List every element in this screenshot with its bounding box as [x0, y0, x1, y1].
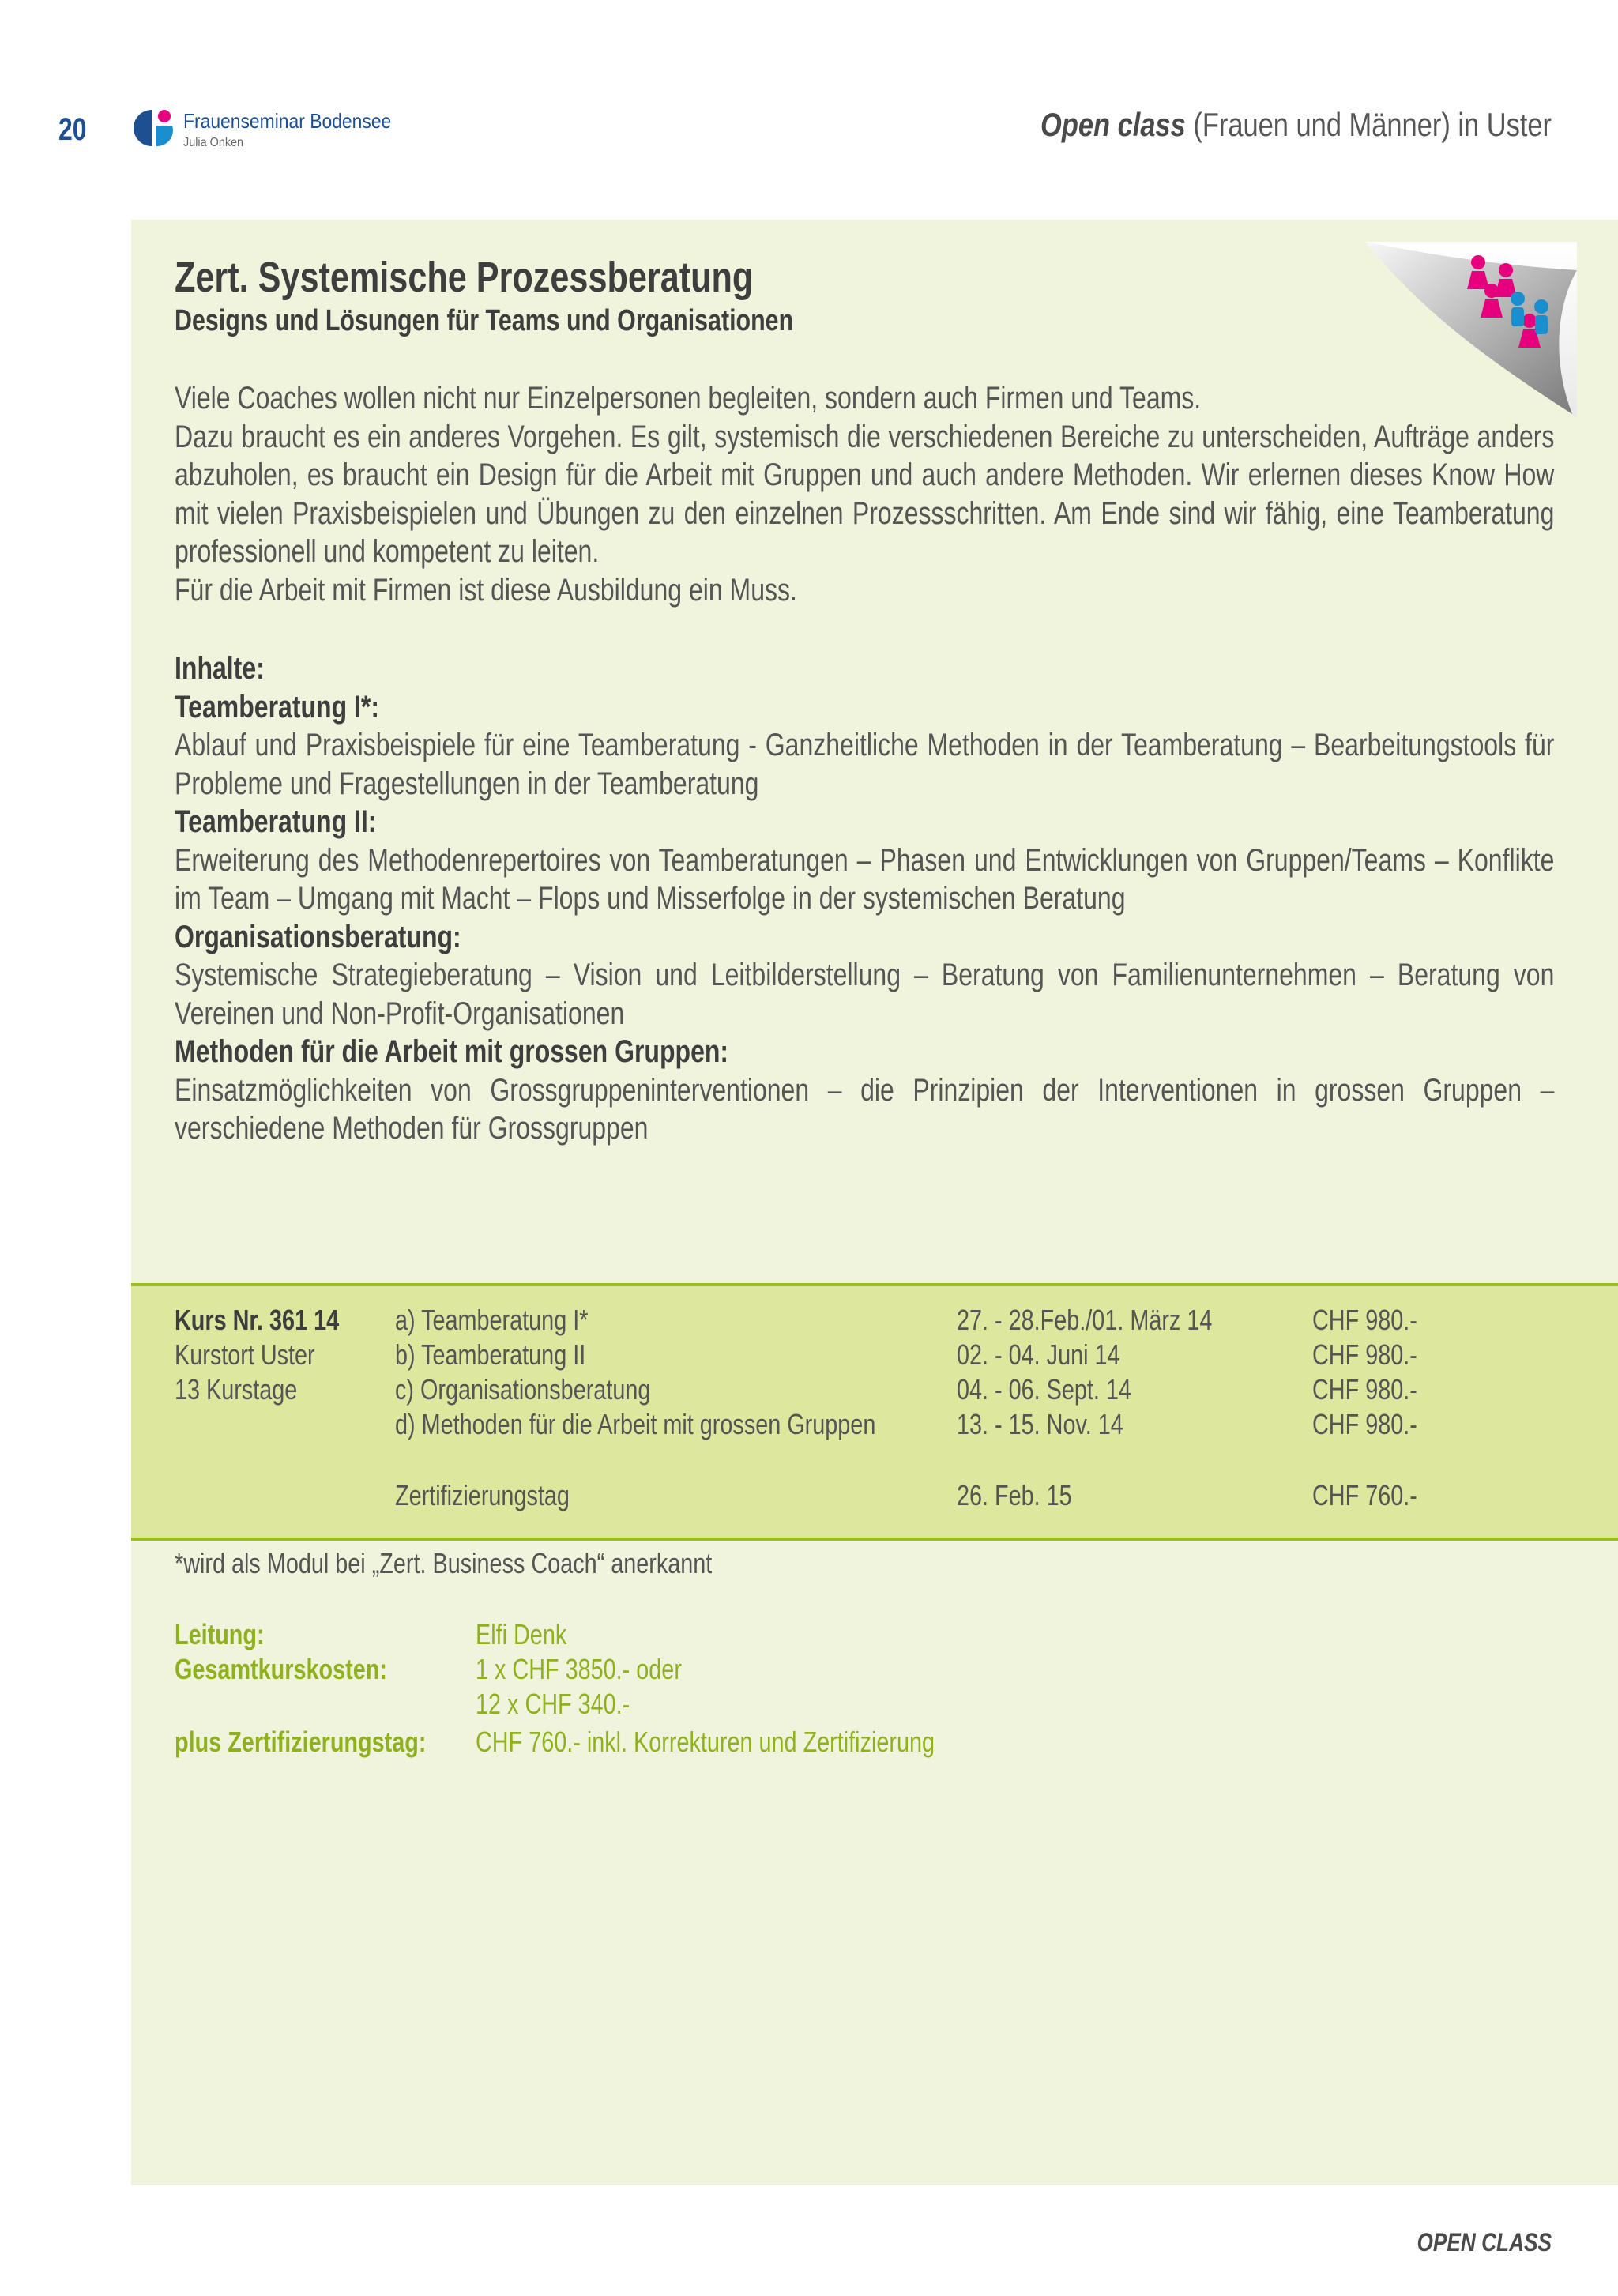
intro-paragraph-2: Dazu braucht es ein anderes Vorgehen. Es gilt, systemisch die verschiedenen Bereiche zu unterscheiden, Aufträge anders abzuholen, es braucht ein Design für die Arbeit mit Gruppen und auch andere Methoden. Wir erlernen dieses Know How mit vielen Praxisbeispielen und Übungen zu den einzelnen Prozessschritten. Am Ende sind wir fähig, eine Teamberatung professionell und kompetent zu leiten.	[175, 419, 1555, 569]
section-text: Erweiterung des Methodenrepertoires von Teamberatungen – Phasen und Entwicklungen von Gruppen/Teams – Konflikte im Team – Umgang mit Macht – Flops und Misserfolge in der systemischen Beratung	[175, 842, 1555, 916]
contents-section	[175, 649, 1554, 1148]
certification-name: Zertifizierungstag	[395, 1479, 570, 1511]
module-date: 27. - 28.Feb./01. März 14	[957, 1304, 1213, 1336]
page-number: 20	[58, 112, 87, 147]
module-date: 13. - 15. Nov. 14	[957, 1408, 1123, 1440]
section-text: Ablauf und Praxisbeispiele für eine Teamberatung - Ganzheitliche Methoden in der Teamberatung – Bearbeitungstools für Probleme und Fragestellungen in der Teamberatung	[175, 728, 1555, 801]
module-date: 04. - 06. Sept. 14	[957, 1373, 1131, 1406]
certification-date: 26. Feb. 15	[957, 1479, 1072, 1511]
cost-value-installments: 12 x CHF 340.-	[476, 1688, 630, 1720]
section-text: Einsatzmöglichkeiten von Grossgruppeninterventionen – die Prinzipien der Interventionen in grossen Gruppen – verschiedene Methoden für Grossgruppen	[175, 1072, 1555, 1146]
course-location: Kurstort Uster	[175, 1338, 315, 1371]
intro-paragraph-3: Für die Arbeit mit Firmen ist diese Ausbildung ein Muss.	[175, 572, 797, 608]
header-title-rest: (Frauen und Männer) in Uster	[1185, 106, 1552, 143]
brand-logo	[131, 107, 177, 149]
course-days: 13 Kurstage	[175, 1373, 298, 1406]
certification-label: plus Zertifizierungstag:	[175, 1726, 427, 1758]
module-price: CHF 980.-	[1312, 1304, 1417, 1336]
intro-text	[175, 379, 1554, 609]
intro-paragraph-1: Viele Coaches wollen nicht nur Einzelpersonen begleiten, sondern auch Firmen und Teams.	[175, 381, 1202, 416]
header-title	[928, 106, 1552, 144]
brand-subtitle: Julia Onken	[183, 136, 244, 149]
section-title: Teamberatung I*:	[175, 689, 379, 725]
module-date: 02. - 04. Juni 14	[957, 1338, 1120, 1371]
footnote: *wird als Modul bei „Zert. Business Coach“ anerkannt	[175, 1547, 713, 1579]
certification-price: CHF 760.-	[1312, 1479, 1417, 1511]
module-name: d) Methoden für die Arbeit mit grossen Gruppen	[395, 1408, 876, 1440]
lead-value: Elfi Denk	[476, 1618, 567, 1650]
certification-value: CHF 760.- inkl. Korrekturen und Zertifizierung	[476, 1726, 935, 1758]
cost-value-single: 1 x CHF 3850.- oder	[476, 1653, 682, 1685]
header-title-emphasis: Open class	[1040, 106, 1186, 143]
brand-name: Frauenseminar Bodensee	[183, 109, 392, 133]
section-title: Teamberatung II:	[175, 804, 377, 839]
course-number: Kurs Nr. 361 14	[175, 1304, 340, 1336]
section-title: Organisationsberatung:	[175, 919, 461, 954]
module-price: CHF 980.-	[1312, 1408, 1417, 1440]
module-price: CHF 980.-	[1312, 1373, 1417, 1406]
module-name: c) Organisationsberatung	[395, 1373, 651, 1406]
lead-label: Leitung:	[175, 1618, 265, 1650]
course-subtitle: Designs und Lösungen für Teams und Organisationen	[175, 304, 794, 337]
contents-heading: Inhalte:	[175, 651, 265, 686]
footer-label: OPEN CLASS	[1417, 2228, 1552, 2256]
module-price: CHF 980.-	[1312, 1338, 1417, 1371]
section-title: Methoden für die Arbeit mit grossen Gruppen:	[175, 1034, 729, 1069]
module-name: a) Teamberatung I*	[395, 1304, 589, 1336]
cost-label: Gesamtkurskosten:	[175, 1653, 387, 1685]
section-text: Systemische Strategieberatung – Vision und Leitbilderstellung – Beratung von Familienunternehmen – Beratung von Vereinen und Non-Profit-Organisationen	[175, 958, 1555, 1031]
module-name: b) Teamberatung II	[395, 1338, 586, 1371]
course-title: Zert. Systemische Prozessberatung	[175, 254, 754, 301]
